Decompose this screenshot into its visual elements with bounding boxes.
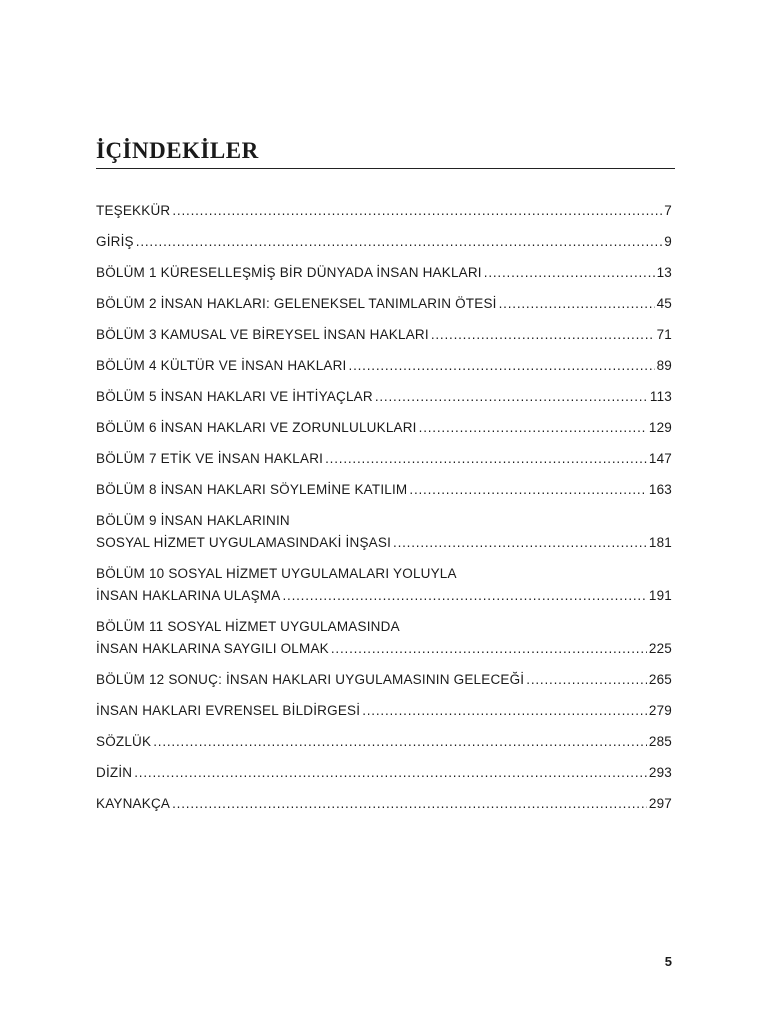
toc-entry-page: 265	[648, 672, 672, 687]
toc-entry-title: KAYNAKÇA	[96, 796, 171, 811]
toc-entry[interactable]	[96, 386, 672, 408]
dot-leader	[172, 793, 647, 815]
toc-entry-page: 9	[664, 234, 672, 249]
dot-leader	[282, 585, 646, 607]
dot-leader	[153, 731, 647, 753]
page-number: 5	[664, 954, 672, 969]
toc-entry[interactable]	[96, 417, 672, 439]
toc-entry-page: 13	[656, 265, 672, 280]
toc-entry-title: BÖLÜM 1 KÜRESELLEŞMİŞ BİR DÜNYADA İNSAN HAKLARI	[96, 265, 482, 280]
toc-entry-page: 71	[656, 327, 672, 342]
dot-leader	[499, 293, 655, 315]
toc-entry-page: 279	[648, 703, 672, 718]
toc-entry[interactable]	[96, 479, 672, 501]
toc-entry-title-line: BÖLÜM 10 SOSYAL HİZMET UYGULAMALARI YOLUYLA	[96, 566, 457, 581]
toc-entry-title: BÖLÜM 8 İNSAN HAKLARI SÖYLEMİNE KATILIM	[96, 482, 408, 497]
toc-entry-page: 225	[648, 641, 672, 656]
toc-entry[interactable]	[96, 510, 672, 554]
toc-entry[interactable]	[96, 231, 672, 253]
toc-entry-title: BÖLÜM 3 KAMUSAL VE BİREYSEL İNSAN HAKLARI	[96, 327, 429, 342]
toc-entry-title: TEŞEKKÜR	[96, 203, 171, 218]
toc-entry[interactable]	[96, 324, 672, 346]
toc-entry[interactable]	[96, 793, 672, 815]
toc-entry-page: 113	[649, 389, 672, 404]
dot-leader	[331, 638, 647, 660]
toc-entry[interactable]	[96, 200, 672, 222]
toc-entry-page: 297	[648, 796, 672, 811]
toc-entry-title: GİRİŞ	[96, 234, 134, 249]
toc-entry-page: 181	[648, 535, 672, 550]
toc-entry[interactable]	[96, 355, 672, 377]
toc-entry-page: 45	[656, 296, 672, 311]
toc-entry[interactable]	[96, 669, 672, 691]
toc-entry-title: İNSAN HAKLARINA ULAŞMA	[96, 588, 281, 603]
toc-entry-page: 147	[648, 451, 672, 466]
toc-entry-title: SÖZLÜK	[96, 734, 152, 749]
dot-leader	[134, 762, 647, 784]
toc-entry-title-line: BÖLÜM 11 SOSYAL HİZMET UYGULAMASINDA	[96, 619, 400, 634]
toc-entry-page: 285	[648, 734, 672, 749]
toc-entry-title: DİZİN	[96, 765, 133, 780]
dot-leader	[375, 386, 648, 408]
toc-entry-title: İNSAN HAKLARI EVRENSEL BİLDİRGESİ	[96, 703, 361, 718]
toc-entry[interactable]	[96, 448, 672, 470]
toc-entry[interactable]	[96, 731, 672, 753]
dot-leader	[349, 355, 655, 377]
toc-entry-page: 191	[648, 588, 672, 603]
toc-entry-page: 129	[648, 420, 672, 435]
toc-entry-title: BÖLÜM 4 KÜLTÜR VE İNSAN HAKLARI	[96, 358, 347, 373]
dot-leader	[526, 669, 647, 691]
dot-leader	[419, 417, 647, 439]
dot-leader	[409, 479, 646, 501]
toc-entry-title: İNSAN HAKLARINA SAYGILI OLMAK	[96, 641, 329, 656]
toc-entry-page: 163	[648, 482, 672, 497]
toc-list	[96, 200, 672, 824]
toc-entry-title: BÖLÜM 7 ETİK VE İNSAN HAKLARI	[96, 451, 324, 466]
toc-entry[interactable]	[96, 262, 672, 284]
toc-entry-page: 293	[648, 765, 672, 780]
toc-entry[interactable]	[96, 293, 672, 315]
dot-leader	[325, 448, 647, 470]
toc-entry[interactable]	[96, 563, 672, 607]
dot-leader	[362, 700, 647, 722]
toc-entry-title: SOSYAL HİZMET UYGULAMASINDAKİ İNŞASI	[96, 535, 392, 550]
toc-entry-title-line: BÖLÜM 9 İNSAN HAKLARININ	[96, 513, 290, 528]
dot-leader	[393, 532, 647, 554]
dot-leader	[172, 200, 662, 222]
toc-entry-title: BÖLÜM 5 İNSAN HAKLARI VE İHTİYAÇLAR	[96, 389, 373, 404]
dot-leader	[136, 231, 663, 253]
toc-entry[interactable]	[96, 616, 672, 660]
dot-leader	[484, 262, 655, 284]
toc-heading: İÇİNDEKİLER	[96, 138, 259, 163]
toc-entry-page: 7	[664, 203, 672, 218]
toc-entry-title: BÖLÜM 6 İNSAN HAKLARI VE ZORUNLULUKLARI	[96, 420, 417, 435]
heading-divider	[96, 168, 675, 169]
toc-entry-title: BÖLÜM 12 SONUÇ: İNSAN HAKLARI UYGULAMASININ GELECEĞİ	[96, 672, 525, 687]
dot-leader	[431, 324, 655, 346]
toc-entry[interactable]	[96, 762, 672, 784]
toc-entry-page: 89	[656, 358, 672, 373]
toc-entry[interactable]	[96, 700, 672, 722]
toc-entry-title: BÖLÜM 2 İNSAN HAKLARI: GELENEKSEL TANIMLARIN ÖTESİ	[96, 296, 497, 311]
